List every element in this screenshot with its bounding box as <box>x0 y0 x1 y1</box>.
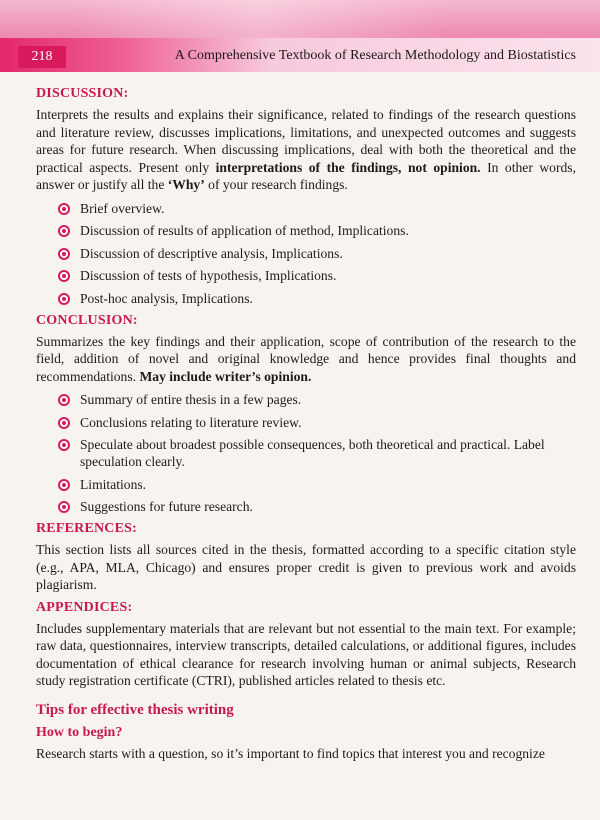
list-item <box>56 436 576 470</box>
list-item-text: Discussion of descriptive analysis, Implications. <box>80 245 343 261</box>
list-item <box>56 414 576 431</box>
appendices-paragraph: Includes supplementary materials that are relevant but not essential to the main text. For example; raw data, questionnaires, interview transcripts, detailed calculations, or additional figures, includes documentation of ethical clearance for research involving human or animal subjects, Research study registration certificate (CTRI), published articles related to thesis etc. <box>36 620 576 688</box>
list-item-text: Brief overview. <box>80 200 165 216</box>
discussion-paragraph <box>36 106 576 194</box>
running-title: A Comprehensive Textbook of Research Methodology and Biostatistics <box>174 48 576 63</box>
conclusion-list <box>36 391 576 515</box>
discussion-text-3: of your research findings. <box>204 177 348 192</box>
conclusion-bold-1: May include writer’s opinion. <box>139 368 312 384</box>
list-item <box>56 200 576 217</box>
target-bullet-icon <box>58 225 70 237</box>
discussion-bold-1: interpretations of the findings, not opinion. <box>215 159 481 175</box>
discussion-bold-2: ‘Why’ <box>167 177 205 192</box>
tips-paragraph: Research starts with a question, so it’s important to find topics that interest you and recognize <box>36 745 545 761</box>
list-item <box>56 267 576 284</box>
list-item-text: Speculate about broadest possible consequences, both theoretical and practical. Label speculation clearly. <box>80 437 545 469</box>
target-bullet-icon <box>58 293 70 305</box>
references-heading: REFERENCES: <box>36 521 137 536</box>
appendices-heading: APPENDICES: <box>36 599 133 615</box>
target-bullet-icon <box>58 203 70 215</box>
target-bullet-icon <box>58 501 70 513</box>
list-item-text: Conclusions relating to literature review. <box>80 414 302 430</box>
tips-heading: Tips for effective thesis writing <box>36 701 234 718</box>
discussion-heading: DISCUSSION: <box>36 86 129 101</box>
discussion-text-2: In other words, answer or justify all the <box>36 159 576 192</box>
target-bullet-icon <box>58 248 70 260</box>
target-bullet-icon <box>58 394 70 406</box>
page-number: 218 <box>18 46 66 68</box>
list-item-text: Discussion of results of application of method, Implications. <box>80 223 409 238</box>
list-item-text: Post-hoc analysis, Implications. <box>80 290 253 306</box>
list-item <box>56 391 576 408</box>
references-paragraph: This section lists all sources cited in the thesis, formatted according to a specific citation style (e.g., APA, MLA, Chicago) and ensures proper credit is given to previous work and avoids plagiarism. <box>36 542 576 592</box>
header-highlight <box>70 0 450 38</box>
list-item-text: Limitations. <box>80 476 147 492</box>
list-item <box>56 245 576 262</box>
target-bullet-icon <box>58 479 70 491</box>
page-content <box>36 86 576 768</box>
list-item-text: Suggestions for future research. <box>80 499 253 514</box>
conclusion-paragraph <box>36 333 576 386</box>
how-to-begin-heading: How to begin? <box>36 724 123 740</box>
list-item-text: Summary of entire thesis in a few pages. <box>80 392 302 407</box>
conclusion-text-1: Summarizes the key findings and their application, scope of contribution of the research to the field, addition of novel and original knowledge and hence provides final thoughts and recommendations. <box>36 333 576 384</box>
target-bullet-icon <box>58 417 70 429</box>
list-item <box>56 222 576 239</box>
list-item <box>56 476 576 493</box>
conclusion-heading: CONCLUSION: <box>36 312 138 328</box>
list-item <box>56 290 576 307</box>
target-bullet-icon <box>58 270 70 282</box>
discussion-list <box>36 200 576 307</box>
list-item-text: Discussion of tests of hypothesis, Implications. <box>80 268 337 283</box>
list-item <box>56 498 576 515</box>
discussion-text-1: Interprets the results and explains their significance, related to findings of the research questions and literature review, discusses implications, limitations, and unexpected outcomes and suggests areas for future research. When discussing implications, deal with both the theoretical and the practical aspects. Present only <box>36 107 576 175</box>
target-bullet-icon <box>58 439 70 451</box>
